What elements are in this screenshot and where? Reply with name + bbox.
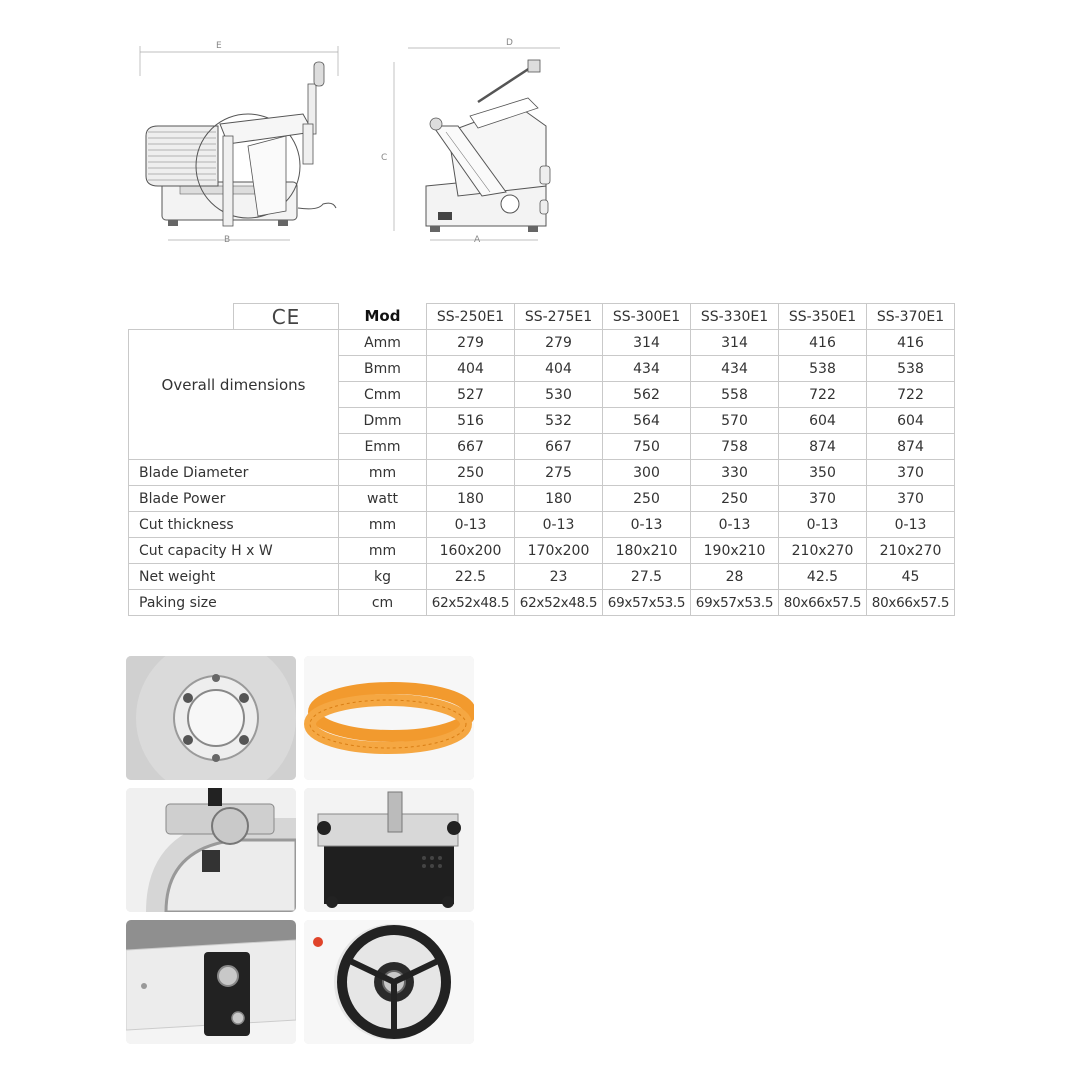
blade-ring-photo [126,656,296,780]
table-cell: 416 [867,330,955,356]
row-label: Blade Power [129,486,339,512]
table-corner [129,304,234,330]
table-cell: 434 [603,356,691,382]
model-header: SS-275E1 [515,304,603,330]
table-cell: 62x52x48.5 [515,590,603,616]
unit-cell: Emm [339,434,427,460]
table-cell: 434 [691,356,779,382]
belt-icon [304,656,474,780]
table-cell: 874 [867,434,955,460]
table-cell: 758 [691,434,779,460]
table-cell: 530 [515,382,603,408]
handwheel-photo [304,920,474,1044]
table-row [129,330,955,356]
table-cell: 23 [515,564,603,590]
table-cell: 330 [691,460,779,486]
overall-dimensions-label: Overall dimensions [129,330,339,460]
table-cell: 604 [867,408,955,434]
unit-cell: kg [339,564,427,590]
model-header: SS-300E1 [603,304,691,330]
table-cell: 562 [603,382,691,408]
unit-cell: Dmm [339,408,427,434]
table-cell: 80x66x57.5 [867,590,955,616]
table-cell: 300 [603,460,691,486]
table-cell: 314 [603,330,691,356]
dim-e-label: E [216,41,222,51]
front-view-drawing [378,36,568,251]
table-cell: 527 [427,382,515,408]
unit-cell: cm [339,590,427,616]
table-cell: 874 [779,434,867,460]
table-cell: 160x200 [427,538,515,564]
row-label: Cut thickness [129,512,339,538]
table-row [129,486,955,512]
table-cell: 404 [515,356,603,382]
table-cell: 69x57x53.5 [603,590,691,616]
unit-cell: Cmm [339,382,427,408]
row-label: Paking size [129,590,339,616]
bracket-icon [126,920,296,1044]
table-cell: 0-13 [603,512,691,538]
table-cell: 0-13 [515,512,603,538]
table-cell: 750 [603,434,691,460]
table-cell: 516 [427,408,515,434]
unit-cell: mm [339,538,427,564]
table-cell: 180x210 [603,538,691,564]
table-cell: 370 [867,486,955,512]
table-cell: 0-13 [427,512,515,538]
dim-b-label: B [224,235,231,245]
table-cell: 722 [867,382,955,408]
dim-d-label: D [506,38,513,48]
side-view-drawing [128,36,348,251]
blade-ring-icon [126,656,296,780]
model-header: SS-250E1 [427,304,515,330]
row-label: Net weight [129,564,339,590]
table-cell: 170x200 [515,538,603,564]
model-header: SS-370E1 [867,304,955,330]
sharpener-icon [126,788,296,912]
table-cell: 80x66x57.5 [779,590,867,616]
table-row [129,512,955,538]
table-cell: 558 [691,382,779,408]
handwheel-icon [304,920,474,1044]
table-cell: 604 [779,408,867,434]
table-cell: 279 [515,330,603,356]
table-cell: 667 [427,434,515,460]
table-cell: 370 [779,486,867,512]
carriage-photo [304,788,474,912]
table-cell: 275 [515,460,603,486]
model-header: SS-330E1 [691,304,779,330]
table-row [129,564,955,590]
table-cell: 45 [867,564,955,590]
spec-table [128,303,955,616]
table-cell: 722 [779,382,867,408]
row-label: Blade Diameter [129,460,339,486]
table-cell: 22.5 [427,564,515,590]
table-cell: 279 [427,330,515,356]
table-cell: 532 [515,408,603,434]
dim-c-label: C [381,153,388,163]
table-cell: 314 [691,330,779,356]
sharpener-photo [126,788,296,912]
table-cell: 250 [427,460,515,486]
dim-a-label: A [474,235,481,245]
table-cell: 564 [603,408,691,434]
table-cell: 0-13 [691,512,779,538]
table-cell: 370 [867,460,955,486]
table-cell: 538 [867,356,955,382]
table-cell: 210x270 [867,538,955,564]
table-cell: 28 [691,564,779,590]
mod-label: Mod [339,304,427,330]
table-cell: 250 [603,486,691,512]
table-cell: 250 [691,486,779,512]
table-cell: 69x57x53.5 [691,590,779,616]
carriage-icon [304,788,474,912]
table-cell: 42.5 [779,564,867,590]
table-row [129,590,955,616]
table-header-row [129,304,955,330]
table-cell: 180 [515,486,603,512]
table-cell: 62x52x48.5 [427,590,515,616]
table-cell: 416 [779,330,867,356]
unit-cell: Bmm [339,356,427,382]
ce-label: CE [234,304,339,330]
table-cell: 27.5 [603,564,691,590]
table-cell: 180 [427,486,515,512]
table-cell: 538 [779,356,867,382]
table-cell: 0-13 [867,512,955,538]
table-cell: 190x210 [691,538,779,564]
model-header: SS-350E1 [779,304,867,330]
table-cell: 210x270 [779,538,867,564]
table-cell: 0-13 [779,512,867,538]
bracket-photo [126,920,296,1044]
row-label: Cut capacity H x W [129,538,339,564]
table-cell: 570 [691,408,779,434]
table-row [129,460,955,486]
belt-photo [304,656,474,780]
unit-cell: mm [339,460,427,486]
table-cell: 350 [779,460,867,486]
table-cell: 404 [427,356,515,382]
unit-cell: Amm [339,330,427,356]
unit-cell: watt [339,486,427,512]
table-cell: 667 [515,434,603,460]
table-row [129,538,955,564]
unit-cell: mm [339,512,427,538]
